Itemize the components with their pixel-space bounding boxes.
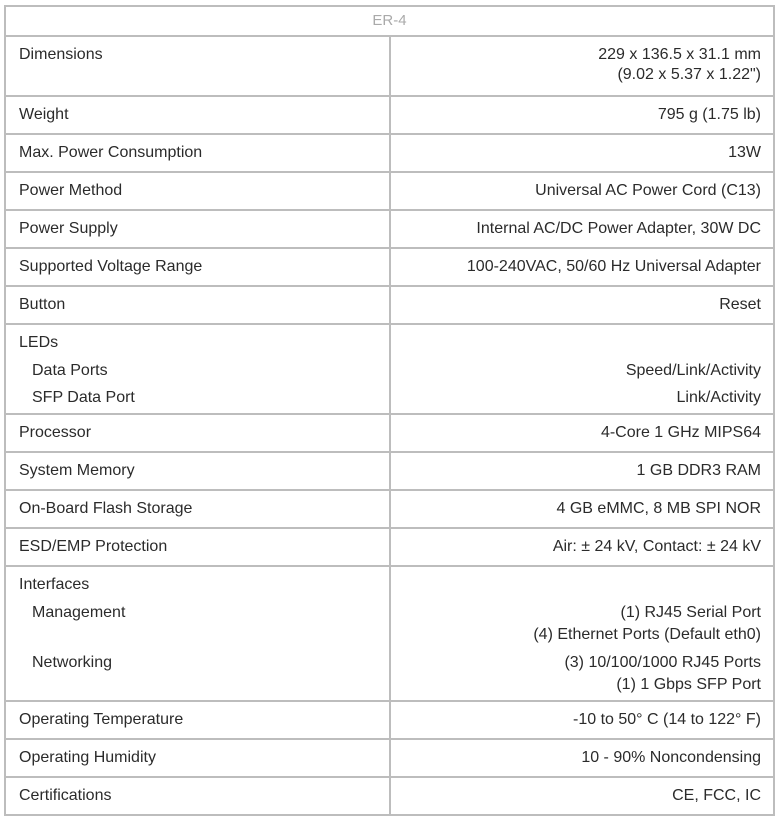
row-label: Power Method (5, 172, 390, 210)
table-row-max-power (5, 134, 774, 172)
row-label: ESD/EMP Protection (5, 528, 390, 566)
sub-label: Networking (32, 654, 113, 671)
row-label: Max. Power Consumption (5, 134, 390, 172)
group-label: LEDs (19, 334, 59, 351)
sub-value: Speed/Link/Activity (625, 362, 761, 379)
row-value: Universal AC Power Cord (C13) (390, 172, 775, 210)
row-value (390, 36, 775, 96)
table-row-flash-storage (5, 490, 774, 528)
table-row-processor (5, 414, 774, 452)
sub-value: (1) RJ45 Serial Port (620, 604, 761, 621)
row-label: On-Board Flash Storage (5, 490, 390, 528)
row-value: Reset (390, 286, 775, 324)
spec-table (4, 5, 775, 816)
row-value: 1 GB DDR3 RAM (390, 452, 775, 490)
sub-label: Data Ports (32, 362, 108, 379)
row-value: -10 to 50° C (14 to 122° F) (390, 701, 775, 739)
table-row-voltage-range (5, 248, 774, 286)
table-row-dimensions (5, 36, 774, 96)
row-label: Power Supply (5, 210, 390, 248)
table-row-button (5, 286, 774, 324)
row-label: System Memory (5, 452, 390, 490)
row-label: Processor (5, 414, 390, 452)
row-label: Dimensions (5, 36, 390, 96)
table-row-weight (5, 96, 774, 134)
row-label: Button (5, 286, 390, 324)
row-label: Operating Temperature (5, 701, 390, 739)
product-title: ER-4 (5, 6, 774, 36)
sub-value: (1) 1 Gbps SFP Port (616, 676, 761, 693)
table-row-power-supply (5, 210, 774, 248)
sub-value: (3) 10/100/1000 RJ45 Ports (564, 654, 761, 671)
row-value: CE, FCC, IC (390, 777, 775, 815)
row-label (5, 566, 390, 701)
table-header-row (5, 6, 774, 36)
row-value (390, 324, 775, 414)
row-value: 4-Core 1 GHz MIPS64 (390, 414, 775, 452)
value-line: (9.02 x 5.37 x 1.22") (617, 66, 761, 83)
row-value: 795 g (1.75 lb) (390, 96, 775, 134)
sub-label: Management (32, 604, 126, 621)
row-value: Internal AC/DC Power Adapter, 30W DC (390, 210, 775, 248)
row-value: 4 GB eMMC, 8 MB SPI NOR (390, 490, 775, 528)
table-row-esd-emp (5, 528, 774, 566)
table-row-certifications (5, 777, 774, 815)
sub-value: Link/Activity (676, 389, 761, 406)
table-row-leds (5, 324, 774, 414)
sub-label: SFP Data Port (32, 389, 135, 406)
row-label: Operating Humidity (5, 739, 390, 777)
row-label: Weight (5, 96, 390, 134)
sub-value: (4) Ethernet Ports (Default eth0) (533, 626, 761, 643)
row-value: 100-240VAC, 50/60 Hz Universal Adapter (390, 248, 775, 286)
table-row-operating-temperature (5, 701, 774, 739)
row-value: 13W (390, 134, 775, 172)
row-value: Air: ± 24 kV, Contact: ± 24 kV (390, 528, 775, 566)
table-row-system-memory (5, 452, 774, 490)
table-row-operating-humidity (5, 739, 774, 777)
row-label: Supported Voltage Range (5, 248, 390, 286)
row-value: 10 - 90% Noncondensing (390, 739, 775, 777)
table-row-interfaces (5, 566, 774, 701)
row-label: Certifications (5, 777, 390, 815)
row-label (5, 324, 390, 414)
table-row-power-method (5, 172, 774, 210)
row-value (390, 566, 775, 701)
value-line: 229 x 136.5 x 31.1 mm (598, 46, 761, 63)
group-label: Interfaces (19, 576, 90, 593)
